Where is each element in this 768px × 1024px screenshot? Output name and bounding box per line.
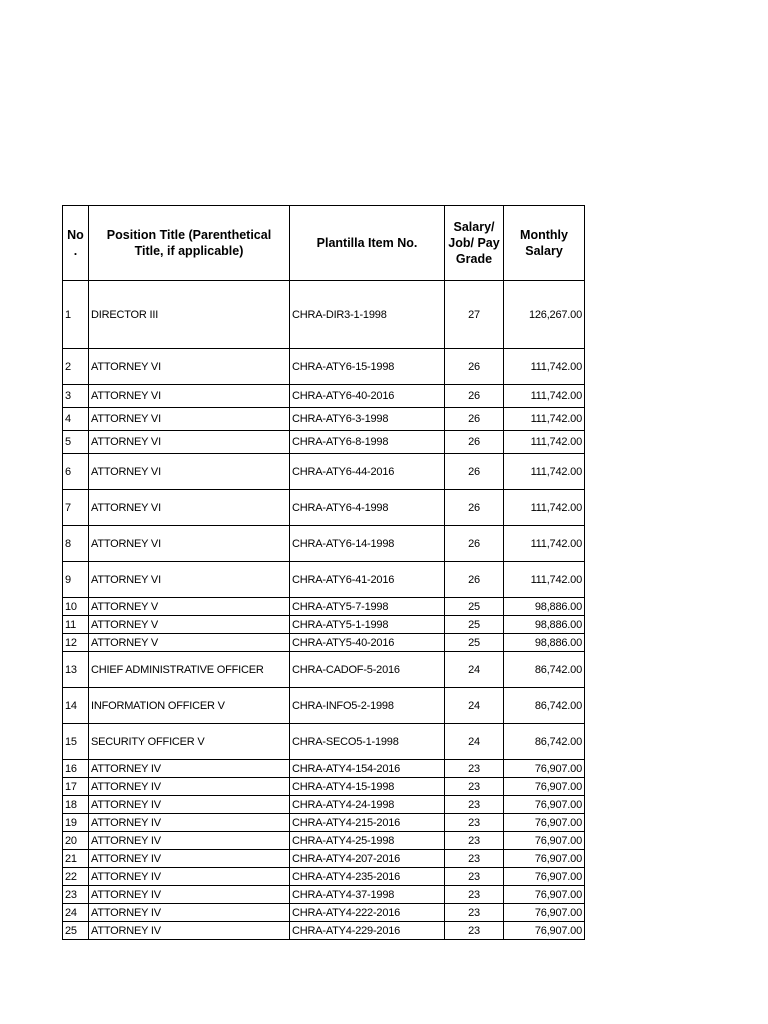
- plantilla-table: [62, 205, 585, 940]
- cell-no: 4: [63, 408, 89, 431]
- cell-salary: 76,907.00: [504, 904, 585, 922]
- cell-no: 23: [63, 886, 89, 904]
- cell-no: 2: [63, 349, 89, 385]
- cell-grade: 23: [445, 778, 504, 796]
- cell-item-no: CHRA-ATY6-4-1998: [290, 490, 445, 526]
- table-row: [63, 904, 585, 922]
- cell-item-no: CHRA-ATY4-15-1998: [290, 778, 445, 796]
- cell-item-no: CHRA-ATY4-235-2016: [290, 868, 445, 886]
- cell-grade: 23: [445, 814, 504, 832]
- cell-item-no: CHRA-ATY6-40-2016: [290, 385, 445, 408]
- cell-grade: 26: [445, 349, 504, 385]
- cell-grade: 26: [445, 385, 504, 408]
- cell-no: 1: [63, 281, 89, 349]
- cell-no: 16: [63, 760, 89, 778]
- cell-position: ATTORNEY IV: [89, 814, 290, 832]
- cell-salary: 111,742.00: [504, 349, 585, 385]
- cell-grade: 26: [445, 454, 504, 490]
- table-row: [63, 796, 585, 814]
- cell-position: DIRECTOR III: [89, 281, 290, 349]
- cell-grade: 24: [445, 724, 504, 760]
- cell-position: SECURITY OFFICER V: [89, 724, 290, 760]
- cell-salary: 86,742.00: [504, 724, 585, 760]
- cell-no: 19: [63, 814, 89, 832]
- cell-position: ATTORNEY V: [89, 598, 290, 616]
- table-row: [63, 886, 585, 904]
- cell-item-no: CHRA-ATY4-24-1998: [290, 796, 445, 814]
- cell-grade: 27: [445, 281, 504, 349]
- cell-salary: 111,742.00: [504, 454, 585, 490]
- cell-salary: 98,886.00: [504, 616, 585, 634]
- cell-salary: 86,742.00: [504, 688, 585, 724]
- table-row: [63, 922, 585, 940]
- cell-item-no: CHRA-DIR3-1-1998: [290, 281, 445, 349]
- cell-salary: 76,907.00: [504, 868, 585, 886]
- cell-no: 25: [63, 922, 89, 940]
- cell-item-no: CHRA-CADOF-5-2016: [290, 652, 445, 688]
- cell-grade: 26: [445, 562, 504, 598]
- cell-item-no: CHRA-SECO5-1-1998: [290, 724, 445, 760]
- table-row: [63, 281, 585, 349]
- cell-grade: 23: [445, 796, 504, 814]
- table-row: [63, 868, 585, 886]
- cell-no: 13: [63, 652, 89, 688]
- cell-item-no: CHRA-ATY6-15-1998: [290, 349, 445, 385]
- table-row: [63, 832, 585, 850]
- cell-item-no: CHRA-ATY4-229-2016: [290, 922, 445, 940]
- cell-position: INFORMATION OFFICER V: [89, 688, 290, 724]
- cell-no: 15: [63, 724, 89, 760]
- cell-grade: 24: [445, 652, 504, 688]
- cell-salary: 76,907.00: [504, 850, 585, 868]
- cell-position: ATTORNEY IV: [89, 850, 290, 868]
- cell-position: ATTORNEY VI: [89, 385, 290, 408]
- cell-grade: 25: [445, 598, 504, 616]
- cell-salary: 111,742.00: [504, 526, 585, 562]
- cell-position: ATTORNEY V: [89, 616, 290, 634]
- cell-grade: 23: [445, 904, 504, 922]
- cell-no: 6: [63, 454, 89, 490]
- cell-item-no: CHRA-ATY4-215-2016: [290, 814, 445, 832]
- cell-item-no: CHRA-ATY6-3-1998: [290, 408, 445, 431]
- table-row: [63, 562, 585, 598]
- cell-grade: 23: [445, 886, 504, 904]
- cell-salary: 111,742.00: [504, 385, 585, 408]
- cell-salary: 111,742.00: [504, 431, 585, 454]
- cell-grade: 26: [445, 526, 504, 562]
- cell-grade: 25: [445, 634, 504, 652]
- cell-salary: 76,907.00: [504, 832, 585, 850]
- cell-salary: 111,742.00: [504, 408, 585, 431]
- cell-position: ATTORNEY V: [89, 634, 290, 652]
- cell-grade: 26: [445, 431, 504, 454]
- header-row: [63, 206, 585, 281]
- cell-salary: 98,886.00: [504, 634, 585, 652]
- cell-item-no: CHRA-ATY5-40-2016: [290, 634, 445, 652]
- cell-no: 10: [63, 598, 89, 616]
- table-row: [63, 454, 585, 490]
- cell-salary: 76,907.00: [504, 814, 585, 832]
- header-position-title: Position Title (Parenthetical Title, if applicable): [89, 206, 290, 281]
- table-row: [63, 349, 585, 385]
- cell-position: ATTORNEY VI: [89, 408, 290, 431]
- table-row: [63, 760, 585, 778]
- cell-salary: 86,742.00: [504, 652, 585, 688]
- cell-position: ATTORNEY IV: [89, 904, 290, 922]
- cell-no: 24: [63, 904, 89, 922]
- cell-salary: 111,742.00: [504, 490, 585, 526]
- cell-item-no: CHRA-ATY5-7-1998: [290, 598, 445, 616]
- cell-position: ATTORNEY IV: [89, 778, 290, 796]
- cell-item-no: CHRA-ATY6-14-1998: [290, 526, 445, 562]
- cell-no: 7: [63, 490, 89, 526]
- table-row: [63, 616, 585, 634]
- cell-position: ATTORNEY IV: [89, 922, 290, 940]
- cell-salary: 76,907.00: [504, 922, 585, 940]
- cell-no: 12: [63, 634, 89, 652]
- cell-grade: 23: [445, 832, 504, 850]
- cell-no: 17: [63, 778, 89, 796]
- cell-item-no: CHRA-ATY4-222-2016: [290, 904, 445, 922]
- table-row: [63, 408, 585, 431]
- cell-no: 9: [63, 562, 89, 598]
- cell-salary: 111,742.00: [504, 562, 585, 598]
- cell-item-no: CHRA-ATY6-41-2016: [290, 562, 445, 598]
- cell-item-no: CHRA-ATY4-37-1998: [290, 886, 445, 904]
- cell-grade: 26: [445, 490, 504, 526]
- cell-position: ATTORNEY VI: [89, 431, 290, 454]
- cell-item-no: CHRA-ATY4-154-2016: [290, 760, 445, 778]
- cell-position: ATTORNEY IV: [89, 760, 290, 778]
- cell-salary: 76,907.00: [504, 886, 585, 904]
- cell-no: 3: [63, 385, 89, 408]
- cell-item-no: CHRA-ATY6-44-2016: [290, 454, 445, 490]
- cell-position: ATTORNEY VI: [89, 454, 290, 490]
- cell-position: ATTORNEY VI: [89, 490, 290, 526]
- table-row: [63, 634, 585, 652]
- table-row: [63, 850, 585, 868]
- cell-item-no: CHRA-ATY6-8-1998: [290, 431, 445, 454]
- header-pay-grade: Salary/ Job/ Pay Grade: [445, 206, 504, 281]
- table-row: [63, 526, 585, 562]
- table-row: [63, 688, 585, 724]
- cell-salary: 76,907.00: [504, 778, 585, 796]
- header-no: No .: [63, 206, 89, 281]
- cell-grade: 23: [445, 868, 504, 886]
- cell-position: ATTORNEY IV: [89, 886, 290, 904]
- cell-item-no: CHRA-INFO5-2-1998: [290, 688, 445, 724]
- cell-position: ATTORNEY VI: [89, 562, 290, 598]
- table-row: [63, 490, 585, 526]
- cell-no: 22: [63, 868, 89, 886]
- table-row: [63, 385, 585, 408]
- cell-position: CHIEF ADMINISTRATIVE OFFICER: [89, 652, 290, 688]
- cell-no: 5: [63, 431, 89, 454]
- cell-position: ATTORNEY VI: [89, 349, 290, 385]
- table-row: [63, 598, 585, 616]
- cell-salary: 76,907.00: [504, 796, 585, 814]
- cell-item-no: CHRA-ATY4-207-2016: [290, 850, 445, 868]
- table-row: [63, 778, 585, 796]
- cell-grade: 23: [445, 760, 504, 778]
- cell-no: 14: [63, 688, 89, 724]
- cell-grade: 26: [445, 408, 504, 431]
- table-row: [63, 814, 585, 832]
- cell-no: 11: [63, 616, 89, 634]
- cell-grade: 23: [445, 850, 504, 868]
- cell-position: ATTORNEY VI: [89, 526, 290, 562]
- cell-position: ATTORNEY IV: [89, 832, 290, 850]
- cell-grade: 24: [445, 688, 504, 724]
- cell-item-no: CHRA-ATY5-1-1998: [290, 616, 445, 634]
- cell-item-no: CHRA-ATY4-25-1998: [290, 832, 445, 850]
- cell-grade: 23: [445, 922, 504, 940]
- cell-salary: 126,267.00: [504, 281, 585, 349]
- table-row: [63, 652, 585, 688]
- cell-no: 20: [63, 832, 89, 850]
- cell-no: 21: [63, 850, 89, 868]
- cell-position: ATTORNEY IV: [89, 796, 290, 814]
- header-plantilla-item: Plantilla Item No.: [290, 206, 445, 281]
- header-monthly-salary: Monthly Salary: [504, 206, 585, 281]
- cell-position: ATTORNEY IV: [89, 868, 290, 886]
- table-row: [63, 724, 585, 760]
- table-row: [63, 431, 585, 454]
- cell-salary: 76,907.00: [504, 760, 585, 778]
- cell-grade: 25: [445, 616, 504, 634]
- cell-no: 18: [63, 796, 89, 814]
- cell-salary: 98,886.00: [504, 598, 585, 616]
- cell-no: 8: [63, 526, 89, 562]
